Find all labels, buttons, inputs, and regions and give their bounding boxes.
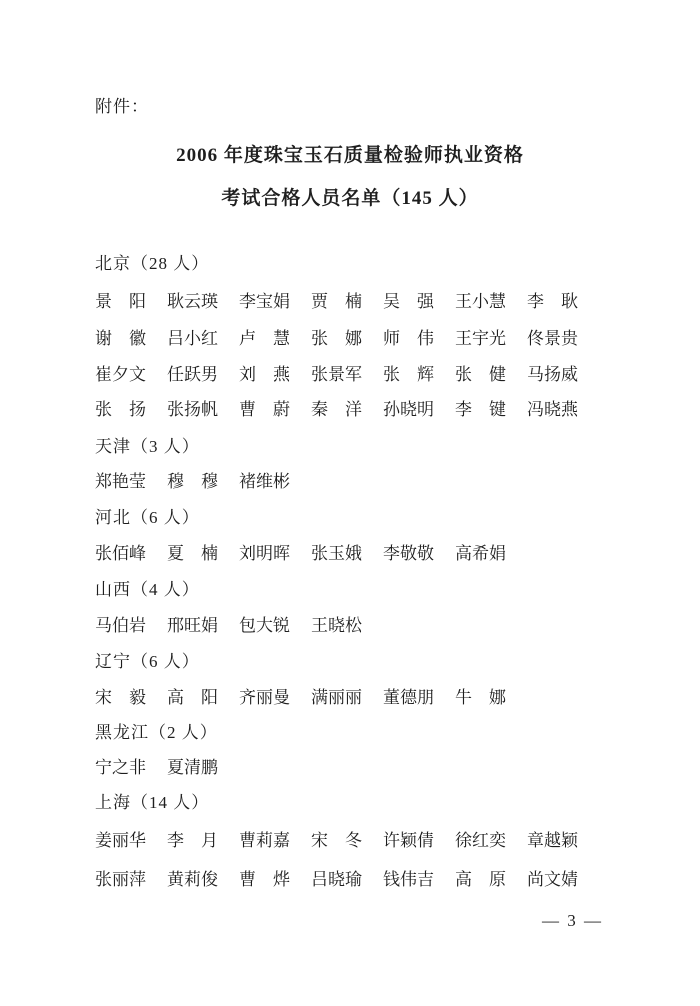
person-name: 张健 [455, 365, 506, 384]
name-row [95, 758, 218, 778]
person-name: 李月 [167, 831, 218, 850]
person-name: 高希娟 [455, 544, 506, 563]
name-row [95, 329, 578, 349]
attachment-label: 附件： [95, 97, 149, 116]
region-header-shanxi: 山西（4 人） [95, 580, 200, 599]
person-name: 吕晓瑜 [311, 870, 362, 889]
person-name: 王小慧 [455, 292, 506, 311]
person-name: 满丽丽 [311, 688, 362, 707]
person-name: 张辉 [383, 365, 434, 384]
region-header-beijing: 北京（28 人） [95, 254, 210, 273]
person-name: 马伯岩 [95, 616, 146, 635]
person-name: 邢旺娟 [167, 616, 218, 635]
name-row [95, 688, 506, 708]
person-name: 王晓松 [311, 616, 362, 635]
person-name: 贾楠 [311, 292, 362, 311]
person-name: 冯晓燕 [527, 400, 578, 419]
person-name: 黄莉俊 [167, 870, 218, 889]
person-name: 宋毅 [95, 688, 146, 707]
person-name: 景阳 [95, 292, 146, 311]
page-number: — 3 — [542, 911, 603, 930]
region-header-heilongjiang: 黑龙江（2 人） [95, 723, 218, 742]
person-name: 高阳 [167, 688, 218, 707]
person-name: 宁之非 [95, 758, 146, 777]
person-name: 李宝娟 [239, 292, 290, 311]
person-name: 耿云瑛 [167, 292, 218, 311]
person-name: 王宇光 [455, 329, 506, 348]
person-name: 徐红奕 [455, 831, 506, 850]
person-name: 曹烨 [239, 870, 290, 889]
person-name: 刘燕 [239, 365, 290, 384]
person-name: 曹莉嘉 [239, 831, 290, 850]
name-row [95, 831, 578, 851]
person-name: 师伟 [383, 329, 434, 348]
person-name: 吴强 [383, 292, 434, 311]
document-title-line2: 考试合格人员名单（145 人） [221, 188, 479, 209]
name-row [95, 870, 578, 890]
person-name: 许颖倩 [383, 831, 434, 850]
person-name: 褚维彬 [239, 472, 290, 491]
person-name: 李键 [455, 400, 506, 419]
document-title-line1: 2006 年度珠宝玉石质量检验师执业资格 [176, 145, 524, 166]
person-name: 夏清鹏 [167, 758, 218, 777]
person-name: 张扬帆 [167, 400, 218, 419]
region-header-hebei: 河北（6 人） [95, 508, 200, 527]
person-name: 包大锐 [239, 616, 290, 635]
person-name: 姜丽华 [95, 831, 146, 850]
region-header-shanghai: 上海（14 人） [95, 793, 210, 812]
person-name: 张佰峰 [95, 544, 146, 563]
person-name: 董德朋 [383, 688, 434, 707]
person-name: 高原 [455, 870, 506, 889]
person-name: 曹蔚 [239, 400, 290, 419]
person-name: 孙晓明 [383, 400, 434, 419]
name-row [95, 365, 578, 385]
person-name: 张娜 [311, 329, 362, 348]
person-name: 宋冬 [311, 831, 362, 850]
person-name: 吕小红 [167, 329, 218, 348]
person-name: 章越颖 [527, 831, 578, 850]
person-name: 崔夕文 [95, 365, 146, 384]
person-name: 李耿 [527, 292, 578, 311]
name-row [95, 472, 290, 492]
person-name: 张丽萍 [95, 870, 146, 889]
person-name: 张扬 [95, 400, 146, 419]
person-name: 尚文婧 [527, 870, 578, 889]
person-name: 马扬威 [527, 365, 578, 384]
person-name: 齐丽曼 [239, 688, 290, 707]
name-row [95, 292, 578, 312]
person-name: 夏楠 [167, 544, 218, 563]
name-row [95, 400, 578, 420]
person-name: 秦洋 [311, 400, 362, 419]
person-name: 张景军 [311, 365, 362, 384]
person-name: 刘明晖 [239, 544, 290, 563]
name-row [95, 544, 506, 564]
person-name: 佟景贵 [527, 329, 578, 348]
person-name: 谢徽 [95, 329, 146, 348]
person-name: 穆穆 [167, 472, 218, 491]
person-name: 卢慧 [239, 329, 290, 348]
person-name: 钱伟吉 [383, 870, 434, 889]
region-header-liaoning: 辽宁（6 人） [95, 652, 200, 671]
person-name: 任跃男 [167, 365, 218, 384]
name-row [95, 616, 362, 636]
person-name: 郑艳莹 [95, 472, 146, 491]
person-name: 张玉娥 [311, 544, 362, 563]
region-header-tianjin: 天津（3 人） [95, 437, 200, 456]
person-name: 牛娜 [455, 688, 506, 707]
person-name: 李敬敬 [383, 544, 434, 563]
